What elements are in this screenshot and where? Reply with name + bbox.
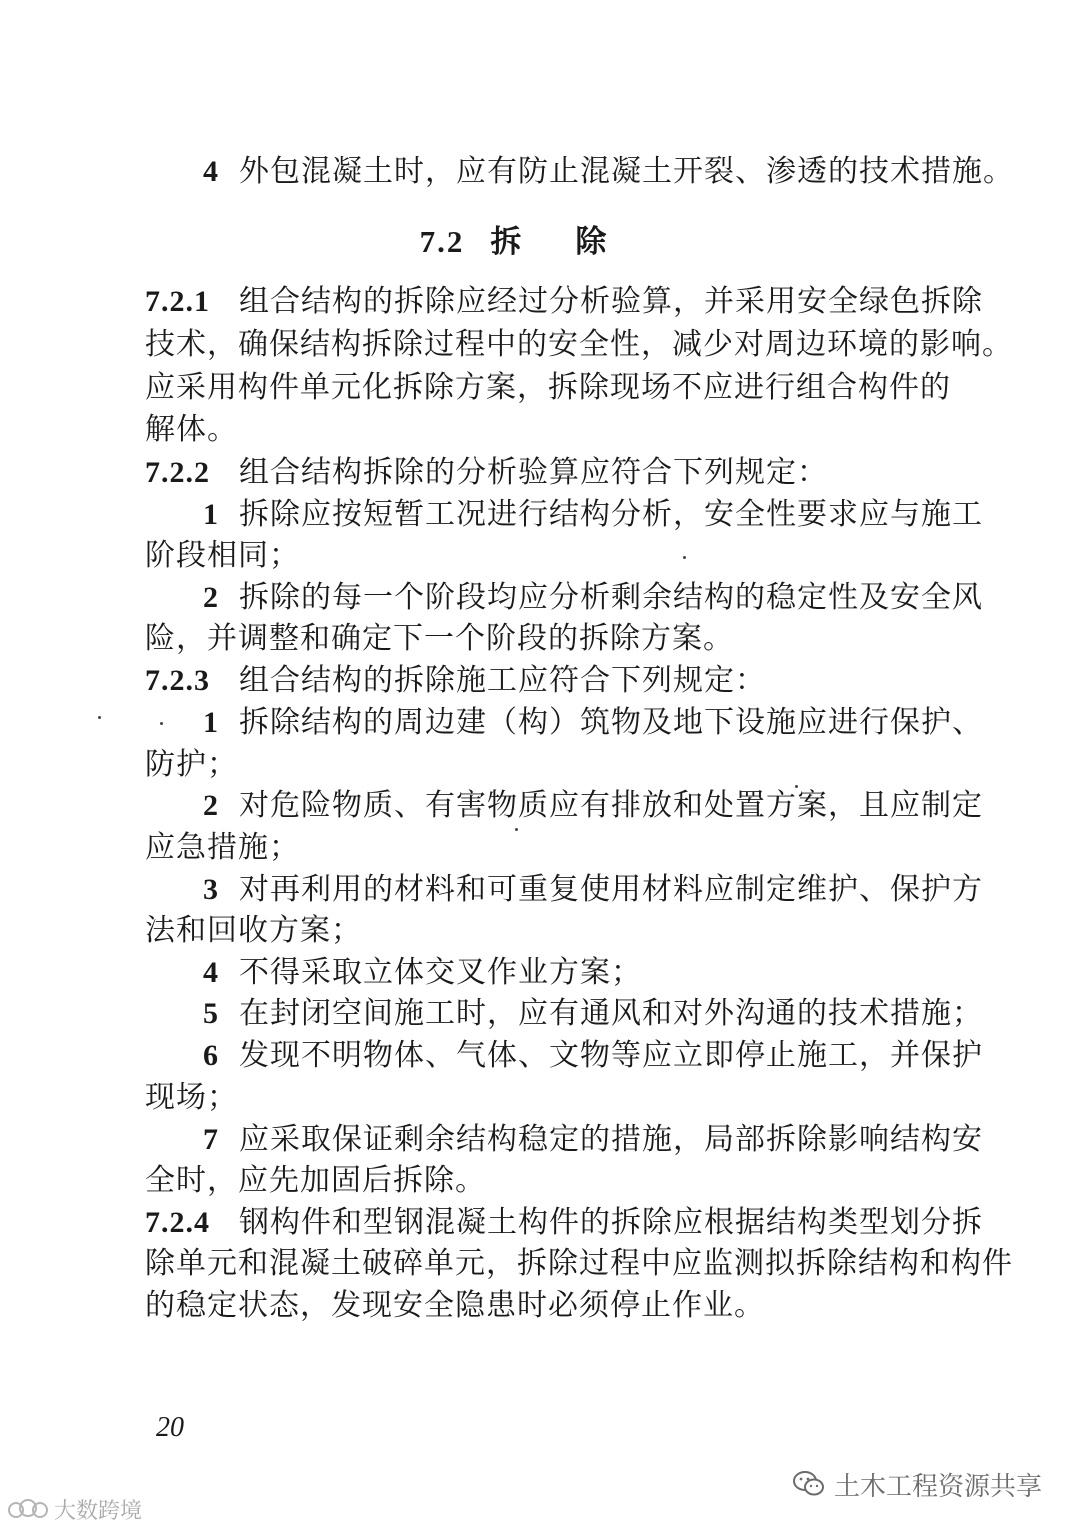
clause-number: 7.2.4 [145,1206,210,1239]
item-number: 7 [203,1123,219,1156]
scan-speck [98,716,101,719]
clause-7-2-1 [145,282,983,322]
clause-text-line: 除单元和混凝土破碎单元，拆除过程中应监测拟拆除结构和构件 [145,1246,1013,1281]
watermark-wechat [792,1464,1042,1504]
item-text: 拆除结构的周边建（构）筑物及地下设施应进行保护、 [239,705,983,740]
item-text-line: 法和回收方案； [145,913,362,948]
list-item [203,495,983,535]
list-item [203,578,983,618]
list-item [203,1120,983,1160]
clause-text: 组合结构拆除的分析验算应符合下列规定： [239,455,828,490]
item-number: 3 [203,873,219,906]
clause-text-line: 的稳定状态，发现安全隐患时必须停止作业。 [145,1288,765,1323]
item-number: 6 [203,1039,219,1072]
section-number: 7.2 [419,224,465,259]
item-text: 拆除的每一个阶段均应分析剩余结构的稳定性及安全风 [239,580,983,615]
item-number: 4 [203,155,219,188]
item-text-line: 应急措施； [145,830,300,865]
item-number: 1 [203,706,219,739]
clause-text-line: 技术，确保结构拆除过程中的安全性，减少对周边环境的影响。 [145,327,1013,362]
item-number: 1 [203,498,219,531]
clause-text-line: 解体。 [145,412,238,447]
section-heading [0,222,1080,262]
clause-text: 钢构件和型钢混凝土构件的拆除应根据结构类型划分拆 [239,1205,983,1240]
clause-7-2-4 [145,1203,983,1243]
item-text-line: 全时，应先加固后拆除。 [145,1163,486,1198]
list-item [203,870,983,910]
list-item [203,1036,983,1076]
page-number: 20 [156,1412,184,1443]
clause-text: 组合结构的拆除施工应符合下列规定： [239,663,766,698]
list-item [203,152,1014,192]
scan-speck [795,785,798,788]
clause-number: 7.2.3 [145,664,210,697]
scan-speck [515,828,518,831]
item-text-line: 阶段相同； [145,538,300,573]
clause-7-2-2 [145,453,828,493]
clause-7-2-3 [145,661,766,701]
item-text: 应采取保证剩余结构稳定的措施，局部拆除影响结构安 [239,1122,983,1157]
item-text: 对再利用的材料和可重复使用材料应制定维护、保护方 [239,872,983,907]
clause-text: 组合结构的拆除应经过分析验算，并采用安全绿色拆除 [239,284,983,319]
list-item [203,953,642,993]
wechat-icon [792,1469,826,1499]
item-number: 2 [203,789,219,822]
clause-number: 7.2.2 [145,456,210,489]
clause-number: 7.2.1 [145,285,210,318]
watermark-brand [6,1494,142,1524]
item-number: 4 [203,956,219,989]
item-text-line: 现场； [145,1080,238,1115]
section-title: 拆除 [490,224,661,260]
list-item [203,703,983,743]
scan-speck [160,722,163,725]
list-item [203,994,983,1034]
list-item [203,786,983,826]
item-text: 在封闭空间施工时，应有通风和对外沟通的技术措施； [239,996,983,1031]
item-text: 拆除应按短暂工况进行结构分析，安全性要求应与施工 [239,497,983,532]
item-text-line: 险，并调整和确定下一个阶段的拆除方案。 [145,621,734,656]
clause-text-line: 应采用构件单元化拆除方案，拆除现场不应进行组合构件的 [145,370,951,405]
cloud-logo-icon [6,1498,50,1520]
item-text-line: 防护； [145,747,238,782]
item-text: 不得采取立体交叉作业方案； [239,955,642,990]
watermark-text: 大数跨境 [54,1498,143,1524]
item-text: 发现不明物体、气体、文物等应立即停止施工，并保护 [239,1038,983,1073]
scan-speck [683,556,686,559]
watermark-text: 土木工程资源共享 [834,1471,1043,1502]
item-number: 5 [203,997,219,1030]
item-text: 外包混凝土时，应有防止混凝土开裂、渗透的技术措施。 [239,154,1014,189]
item-text: 对危险物质、有害物质应有排放和处置方案，且应制定 [239,788,983,823]
item-number: 2 [203,581,219,614]
